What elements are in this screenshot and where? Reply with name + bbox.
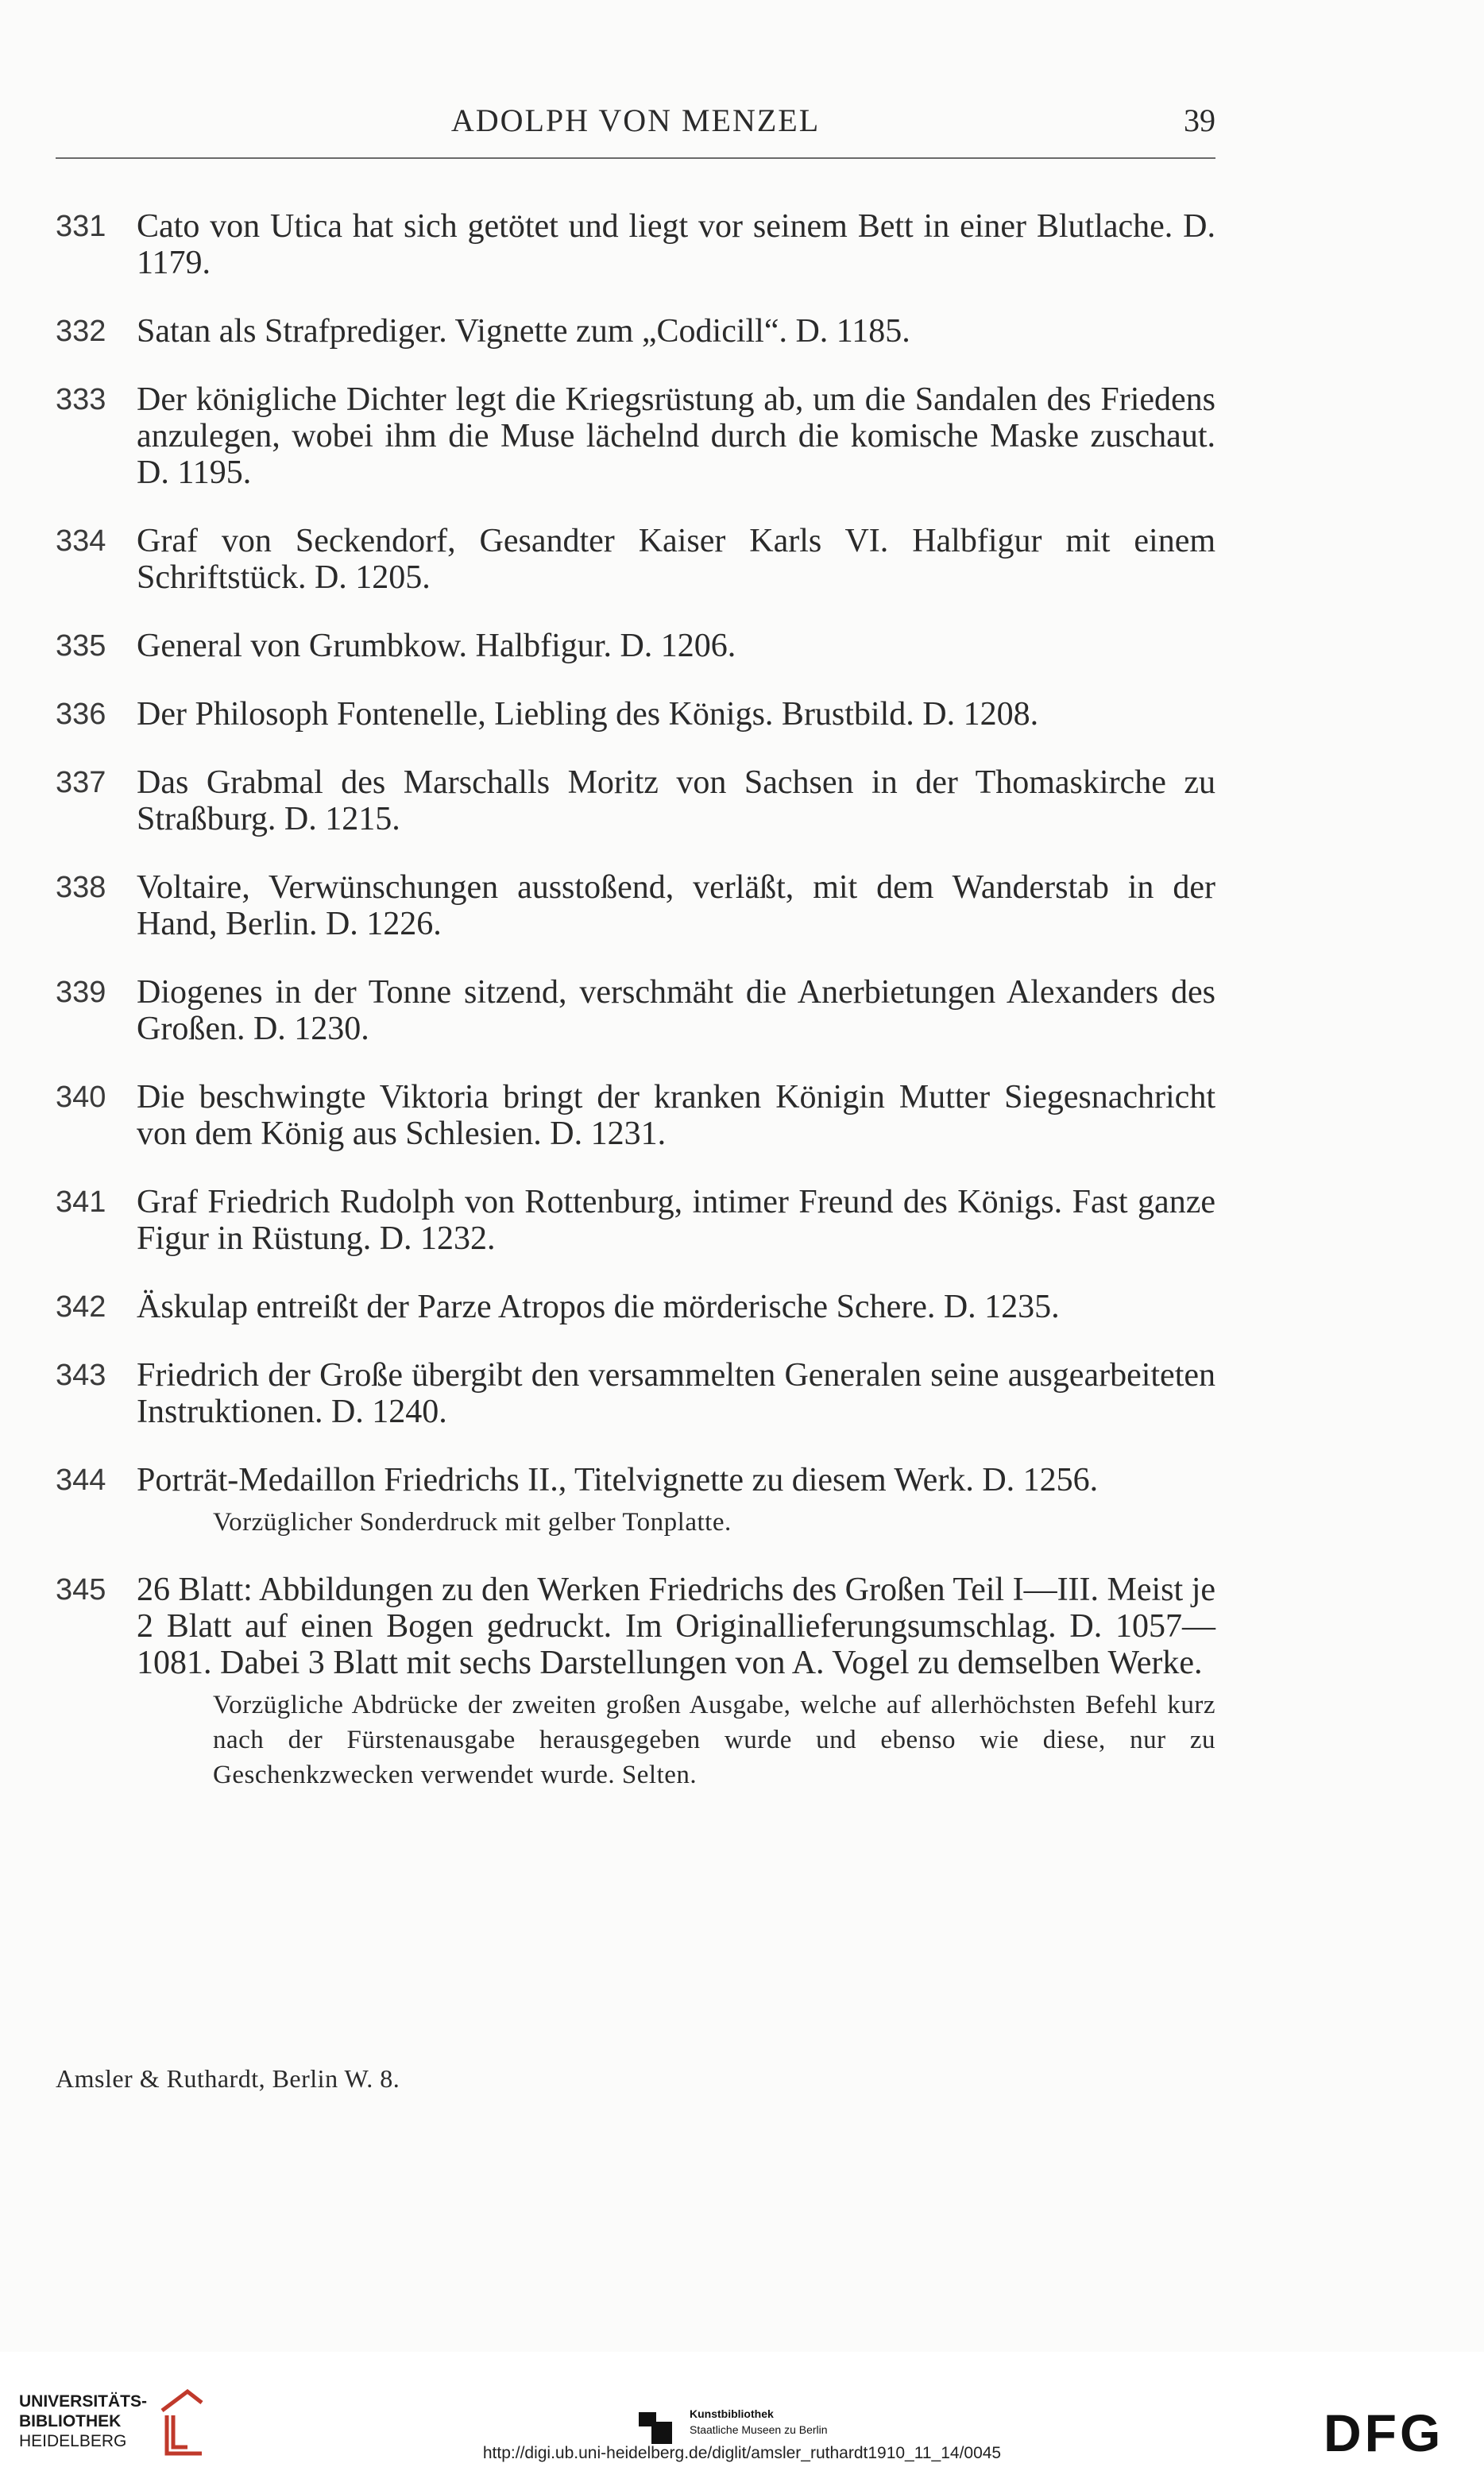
catalogue-entry	[56, 523, 1215, 596]
catalogue-entry	[56, 869, 1215, 942]
entry-number: 339	[56, 976, 106, 1009]
catalogue-entry	[56, 208, 1215, 281]
entry-body	[137, 208, 1215, 281]
catalogue-entry	[56, 1462, 1215, 1540]
entry-body	[137, 1572, 1215, 1792]
source-url[interactable]: http://digi.ub.uni-heidelberg.de/diglit/amsler_ruthardt1910_11_14/0045	[482, 2444, 1002, 2462]
entry-number: 334	[56, 524, 106, 558]
entry-body	[137, 1184, 1215, 1257]
entry-body	[137, 1462, 1215, 1540]
catalogue-entry	[56, 1184, 1215, 1257]
catalogue-entry	[56, 1289, 1215, 1325]
digitization-footer	[0, 2352, 1484, 2467]
entry-number: 335	[56, 629, 106, 663]
entry-text: Die beschwingte Viktoria bringt der kranken Königin Mutter Siegesnachricht von dem König aus Schlesien. D. 1231.	[137, 1079, 1215, 1152]
catalogue-entry	[56, 628, 1215, 664]
entry-body	[137, 313, 1215, 350]
entry-number: 345	[56, 1573, 106, 1607]
catalogue-entry	[56, 1572, 1215, 1792]
ub-heidelberg-logo-text	[19, 2392, 147, 2451]
catalogue-entry	[56, 764, 1215, 837]
kunstbibliothek-text	[690, 2406, 828, 2438]
entry-number: 344	[56, 1464, 106, 1497]
entry-text: Graf Friedrich Rudolph von Rottenburg, intimer Freund des Königs. Fast ganze Figur in Rüstung. D. 1232.	[137, 1184, 1215, 1257]
entry-body	[137, 1357, 1215, 1430]
entry-text: General von Grumbkow. Halbfigur. D. 1206.	[137, 628, 736, 664]
entry-number: 332	[56, 315, 106, 348]
entry-text: 26 Blatt: Abbildungen zu den Werken Friedrichs des Großen Teil I—III. Meist je 2 Blatt auf einen Bogen gedruckt. Im Originallieferungsumschlag. D. 1057—1081. Dabei 3 Blatt mit sechs Darstellungen von A. Vogel zu demselben Werke.	[137, 1572, 1216, 1681]
running-head	[56, 102, 1215, 149]
kb-name: Kunstbibliothek	[690, 2407, 774, 2420]
entry-text: Graf von Seckendorf, Gesandter Kaiser Karls VI. Halbfigur mit einem Schriftstück. D. 1205.	[137, 523, 1215, 596]
entry-number: 338	[56, 871, 106, 904]
entry-number: 342	[56, 1290, 106, 1324]
entry-body	[137, 869, 1215, 942]
entry-text: Cato von Utica hat sich getötet und liegt vor seinem Bett in einer Blutlache. D. 1179.	[137, 208, 1215, 281]
header-rule	[56, 157, 1215, 159]
catalogue-entry	[56, 1079, 1215, 1152]
entry-text: Porträt-Medaillon Friedrichs II., Titelvignette zu diesem Werk. D. 1256.	[137, 1462, 1099, 1498]
catalogue-entry	[56, 1357, 1215, 1430]
entry-number: 333	[56, 383, 106, 416]
dfg-logo: DFG	[1324, 2403, 1444, 2462]
entry-number: 337	[56, 766, 106, 799]
page-number: 39	[1184, 102, 1215, 138]
catalogue-entry	[56, 974, 1215, 1047]
kb-sub: Staatliche Museen zu Berlin	[690, 2423, 828, 2436]
entry-number: 340	[56, 1081, 106, 1114]
entry-text: Der Philosoph Fontenelle, Liebling des Königs. Brustbild. D. 1208.	[137, 696, 1039, 733]
entry-body	[137, 1289, 1215, 1325]
entry-number: 336	[56, 698, 106, 731]
entry-note: Vorzügliche Abdrücke der zweiten großen Ausgabe, welche auf allerhöchsten Befehl kurz nach der Fürstenausgabe herausgegeben wurde und ebenso wie diese, nur zu Geschenkzwecken verwendet wurde. Selten.	[213, 1691, 1215, 1789]
entry-body	[137, 523, 1215, 596]
entry-number: 331	[56, 210, 106, 243]
entry-text: Friedrich der Große übergibt den versammelten Generalen seine ausgearbeiteten Instruktionen. D. 1240.	[137, 1357, 1215, 1430]
entry-body	[137, 696, 1215, 733]
ub-line-3: HEIDELBERG	[19, 2432, 127, 2450]
ub-line-2: BIBLIOTHEK	[19, 2412, 122, 2430]
entry-text: Voltaire, Verwünschungen ausstoßend, verläßt, mit dem Wanderstab in der Hand, Berlin. D. 1226.	[137, 869, 1215, 942]
running-title: ADOLPH VON MENZEL	[450, 102, 821, 138]
entry-body	[137, 381, 1215, 491]
entry-body	[137, 764, 1215, 837]
catalogue-entries	[56, 208, 1215, 1824]
entry-text: Das Grabmal des Marschalls Moritz von Sachsen in der Thomaskirche zu Straßburg. D. 1215.	[137, 764, 1215, 837]
kunstbibliothek-logo-icon	[636, 2406, 680, 2446]
entry-body	[137, 628, 1215, 664]
catalogue-entry	[56, 696, 1215, 733]
printer-imprint: Amsler & Ruthardt, Berlin W. 8.	[56, 2064, 400, 2093]
entry-text: Äskulap entreißt der Parze Atropos die mörderische Schere. D. 1235.	[137, 1289, 1060, 1325]
entry-body	[137, 974, 1215, 1047]
entry-text: Satan als Strafprediger. Vignette zum „Codicill“. D. 1185.	[137, 313, 910, 350]
entry-text: Diogenes in der Tonne sitzend, verschmäht die Anerbietungen Alexanders des Großen. D. 1230.	[137, 974, 1215, 1047]
entry-note: Vorzüglicher Sonderdruck mit gelber Tonplatte.	[213, 1508, 732, 1537]
entry-number: 341	[56, 1185, 106, 1219]
entry-text: Der königliche Dichter legt die Kriegsrüstung ab, um die Sandalen des Friedens anzulegen, wobei ihm die Muse lächelnd durch die komische Maske zuschaut. D. 1195.	[137, 381, 1215, 491]
entry-number: 343	[56, 1359, 106, 1392]
ub-line-1: UNIVERSITÄTS-	[19, 2392, 148, 2411]
catalogue-entry	[56, 313, 1215, 350]
catalogue-entry	[56, 381, 1215, 491]
entry-body	[137, 1079, 1215, 1152]
